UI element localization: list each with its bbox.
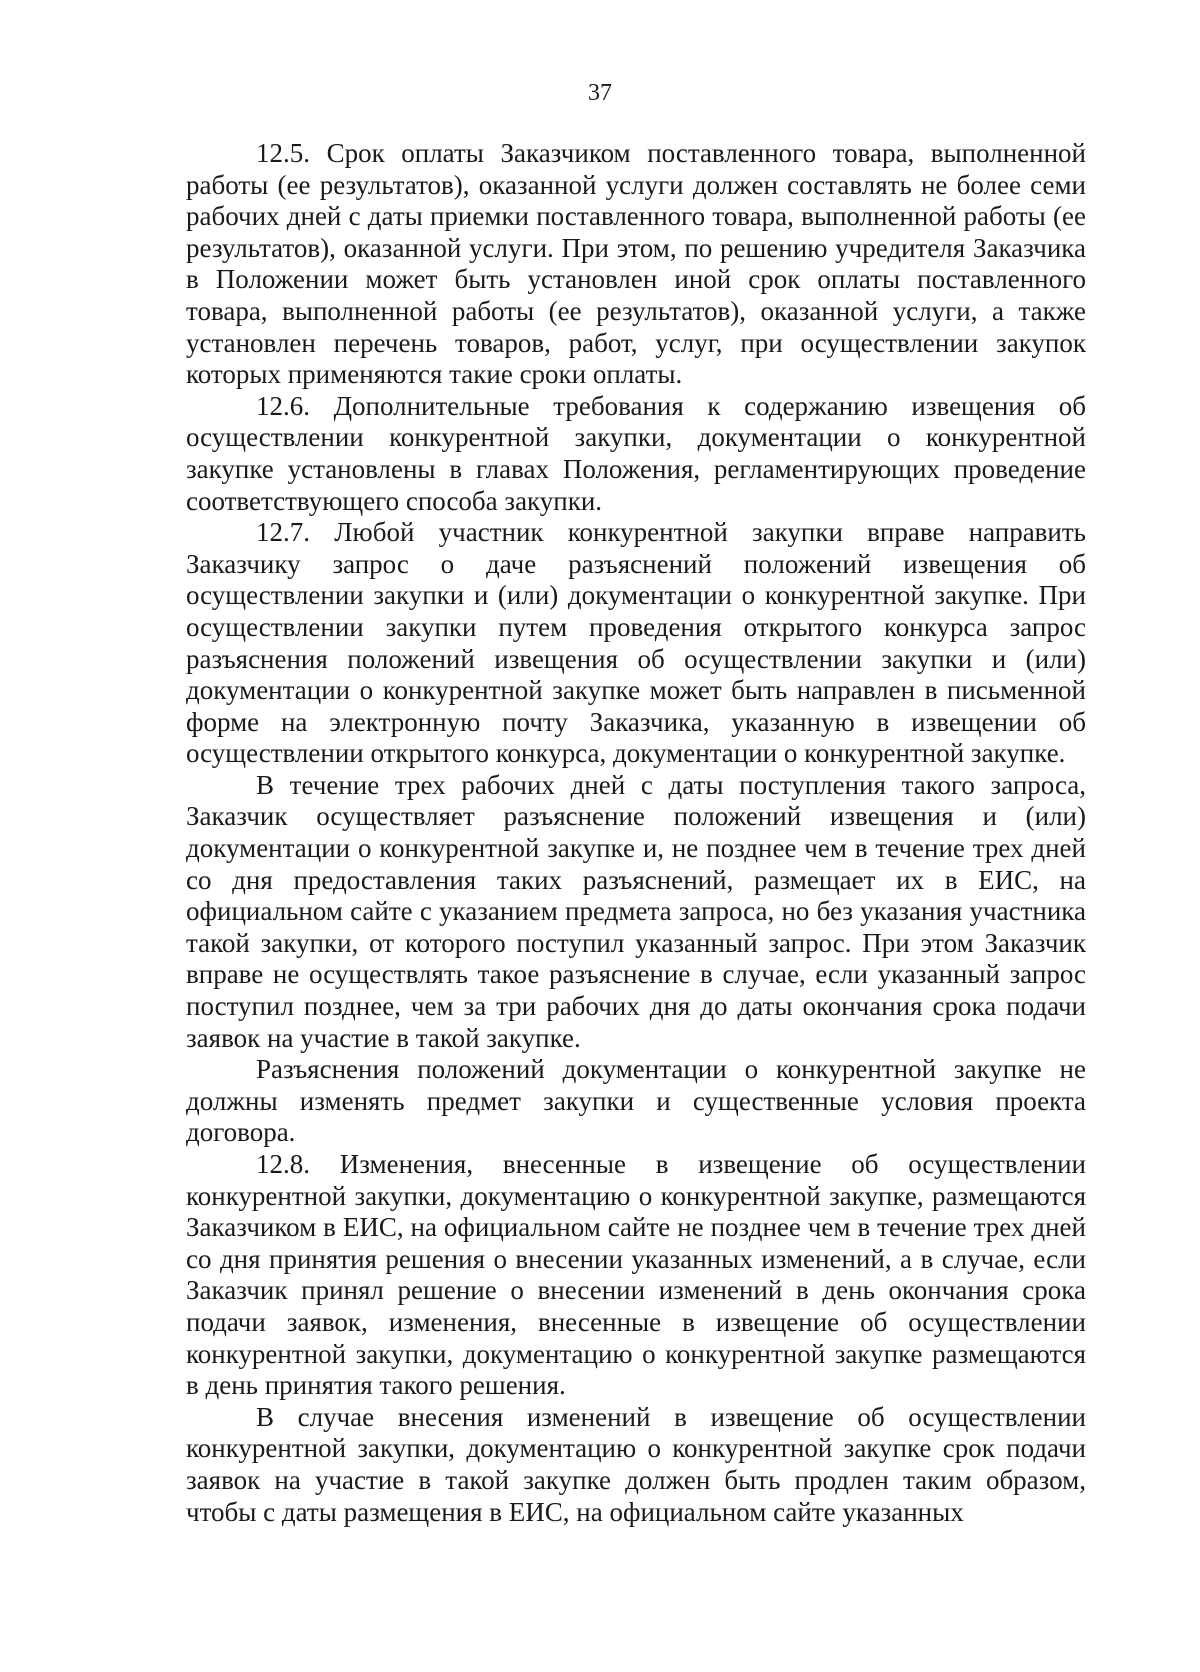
paragraph-deadline-extension: В случае внесения изменений в извещение об осуществлении конкурентной закупки, документацию о конкурентной закупке срок подачи заявок на участие в такой закупке должен быть продлен таким образом, чтобы с даты размещения в ЕИС, на официальном сайте указанных xyxy=(186,1401,1086,1527)
paragraph-clarification-limits: Разъяснения положений документации о конкурентной закупке не должны изменять предмет закупки и существенные условия проекта договора. xyxy=(186,1054,1086,1148)
document-body xyxy=(186,138,1086,1528)
paragraph-12-8: 12.8. Изменения, внесенные в извещение об осуществлении конкурентной закупки, документацию о конкурентной закупке, размещаются Заказчиком в ЕИС, на официальном сайте не позднее чем в течение трех дней со дня принятия решения о внесении указанных изменений, а в случае, если Заказчик принял решение о внесении изменений в день окончания срока подачи заявок, изменения, внесенные в извещение об осуществлении конкурентной закупки, документацию о конкурентной закупке размещаются в день принятия такого решения. xyxy=(186,1149,1086,1401)
page-number: 37 xyxy=(588,80,612,106)
paragraph-12-5: 12.5. Срок оплаты Заказчиком поставленного товара, выполненной работы (ее результатов), оказанной услуги должен составлять не более семи рабочих дней с даты приемки поставленного товара, выполненной работы (ее результатов), оказанной услуги. При этом, по решению учредителя Заказчика в Положении может быть установлен иной срок оплаты поставленного товара, выполненной работы (ее результатов), оказанной услуги, а также установлен перечень товаров, работ, услуг, при осуществлении закупок которых применяются такие сроки оплаты. xyxy=(186,138,1086,390)
paragraph-12-7: 12.7. Любой участник конкурентной закупки вправе направить Заказчику запрос о даче разъяснений положений извещения об осуществлении закупки и (или) документации о конкурентной закупке. При осуществлении закупки путем проведения открытого конкурса запрос разъяснения положений извещения об осуществлении закупки и (или) документации о конкурентной закупке может быть направлен в письменной форме на электронную почту Заказчика, указанную в извещении об осуществлении открытого конкурса, документации о конкурентной закупке. xyxy=(186,517,1086,769)
paragraph-12-6: 12.6. Дополнительные требования к содержанию извещения об осуществлении конкурентной закупки, документации о конкурентной закупке установлены в главах Положения, регламентирующих проведение соответствующего способа закупки. xyxy=(186,390,1086,516)
paragraph-clarification-timing: В течение трех рабочих дней с даты поступления такого запроса, Заказчик осуществляет разъяснение положений извещения и (или) документации о конкурентной закупке и, не позднее чем в течение трех дней со дня предоставления таких разъяснений, размещает их в ЕИС, на официальном сайте с указанием предмета запроса, но без указания участника такой закупки, от которого поступил указанный запрос. При этом Заказчик вправе не осуществлять такое разъяснение в случае, если указанный запрос поступил позднее, чем за три рабочих дня до даты окончания срока подачи заявок на участие в такой закупке. xyxy=(186,769,1086,1053)
